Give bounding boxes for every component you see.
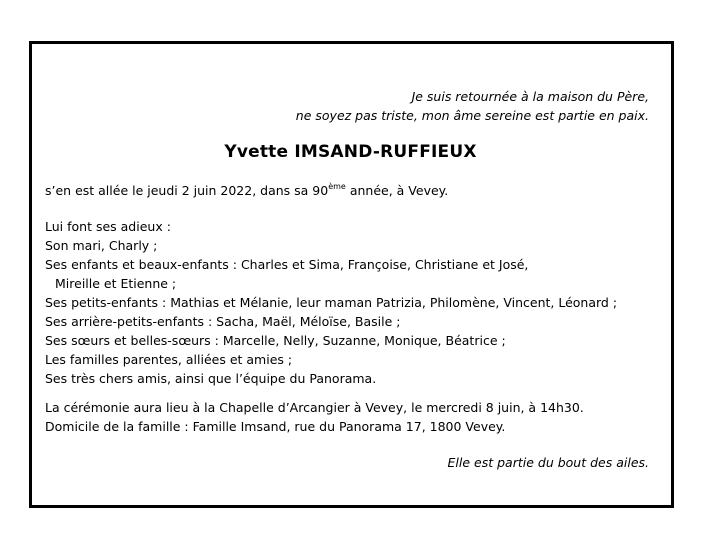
family-line-sisters: Ses sœurs et belles-sœurs : Marcelle, Nelly, Suzanne, Monique, Béatrice ; <box>45 333 506 348</box>
family-line-friends: Ses très chers amis, ainsi que l’équipe du Panorama. <box>45 371 377 386</box>
announcement-text-end: année, à Vevey. <box>345 183 449 198</box>
death-announcement <box>45 181 655 200</box>
deceased-name: Yvette IMSAND-RUFFIEUX <box>224 142 477 162</box>
family-line-great-grandchildren: Ses arrière-petits-enfants : Sacha, Maël, Méloïse, Basile ; <box>45 314 401 329</box>
closing-phrase: Elle est partie du bout des ailes. <box>447 455 649 470</box>
announcement-text-start: s’en est allée le jeudi 2 juin 2022, dans sa 90 <box>45 183 329 198</box>
family-line-relatives: Les familles parentes, alliées et amies ; <box>45 352 293 367</box>
family-line-children-cont: Mireille et Etienne ; <box>55 276 177 291</box>
family-intro: Lui font ses adieux : <box>45 219 171 234</box>
family-line-children: Ses enfants et beaux-enfants : Charles et Sima, Françoise, Christiane et José, <box>45 257 529 272</box>
ceremony-details: La cérémonie aura lieu à la Chapelle d’Arcangier à Vevey, le mercredi 8 juin, à 14h30. <box>45 400 584 415</box>
family-line-grandchildren: Ses petits-enfants : Mathias et Mélanie, leur maman Patrizia, Philomène, Vincent, Léonard ; <box>45 295 618 310</box>
epigraph-line-2: ne soyez pas triste, mon âme sereine est partie en paix. <box>295 108 649 123</box>
family-list <box>45 217 655 388</box>
epigraph-quote <box>296 87 649 125</box>
epigraph-line-1: Je suis retournée à la maison du Père, <box>411 89 649 104</box>
family-line-husband: Son mari, Charly ; <box>45 238 158 253</box>
family-address: Domicile de la famille : Famille Imsand, rue du Panorama 17, 1800 Vevey. <box>45 419 506 434</box>
ceremony-info <box>45 398 655 436</box>
ordinal-suffix: ème <box>328 182 346 191</box>
